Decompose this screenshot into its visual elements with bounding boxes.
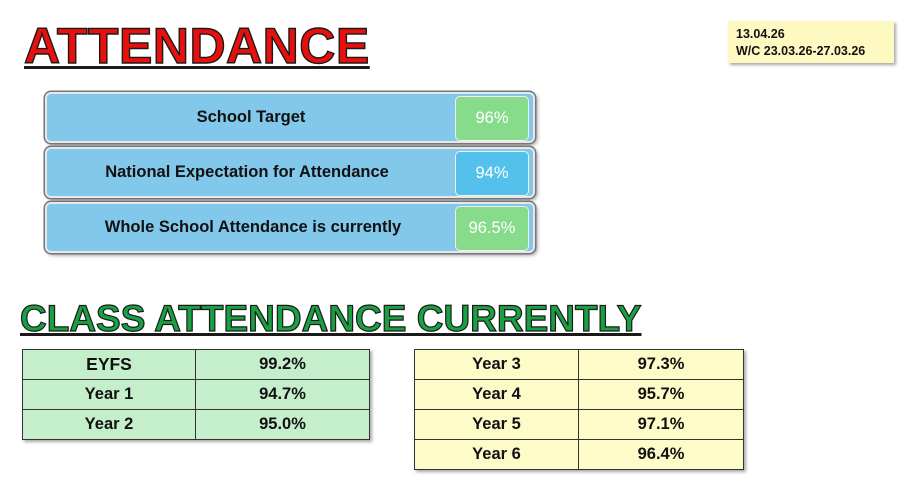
attendance-value-cell: 96.4% [579, 440, 744, 470]
class-table-left [22, 349, 370, 440]
table-row [23, 410, 370, 440]
class-name-cell: Year 3 [415, 350, 579, 380]
table-row [415, 350, 744, 380]
attendance-value-cell: 97.1% [579, 410, 744, 440]
date-note [728, 21, 894, 63]
week-commencing-line: W/C 23.03.26-27.03.26 [736, 44, 866, 58]
table-row [415, 380, 744, 410]
class-name-cell: Year 2 [23, 410, 196, 440]
whole-school-label: Whole School Attendance is currently [104, 218, 402, 236]
table-row [23, 350, 370, 380]
page-title: ATTENDANCE [24, 18, 370, 74]
date-line: 13.04.26 [736, 27, 785, 41]
class-name-cell: Year 5 [415, 410, 579, 440]
class-name-cell: Year 1 [23, 380, 196, 410]
whole-school-row [45, 202, 535, 253]
class-name-cell: Year 6 [415, 440, 579, 470]
class-table-right [414, 349, 744, 470]
table-row [415, 410, 744, 440]
national-expectation-value: 94% [455, 151, 529, 196]
table-row [415, 440, 744, 470]
table-row [23, 380, 370, 410]
school-target-row [45, 92, 535, 143]
attendance-value-cell: 99.2% [196, 350, 370, 380]
attendance-value-cell: 94.7% [196, 380, 370, 410]
national-expectation-row [45, 147, 535, 198]
class-attendance-heading: CLASS ATTENDANCE CURRENTLY [20, 298, 642, 339]
attendance-value-cell: 95.0% [196, 410, 370, 440]
school-target-label: School Target [196, 108, 306, 126]
class-name-cell: EYFS [23, 350, 196, 380]
national-expectation-label: National Expectation for Attendance [105, 163, 389, 181]
class-name-cell: Year 4 [415, 380, 579, 410]
school-target-value: 96% [455, 96, 529, 141]
attendance-value-cell: 95.7% [579, 380, 744, 410]
whole-school-value: 96.5% [455, 206, 529, 251]
attendance-value-cell: 97.3% [579, 350, 744, 380]
